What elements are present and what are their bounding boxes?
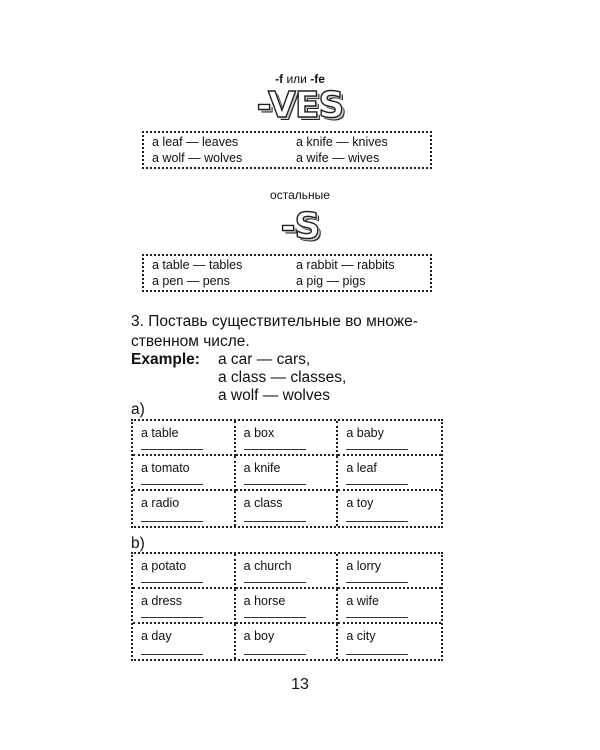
- rule-title-other: остальные: [270, 188, 330, 202]
- word-cell: [338, 456, 441, 491]
- word-cell: [133, 589, 236, 624]
- word-cell: [133, 554, 236, 589]
- answer-blank[interactable]: [141, 582, 203, 583]
- example-line: a wolf — wolves: [218, 387, 330, 404]
- answer-blank[interactable]: [244, 449, 306, 450]
- word: a radio: [141, 496, 180, 510]
- rule-box-ves: [142, 131, 432, 169]
- answer-blank[interactable]: [346, 617, 408, 618]
- word: a tomato: [141, 461, 190, 475]
- word-cell: [133, 421, 236, 456]
- answer-blank[interactable]: [141, 521, 203, 522]
- word-cell: [236, 421, 339, 456]
- word: a potato: [141, 559, 187, 573]
- answer-blank[interactable]: [346, 449, 408, 450]
- suffix-ves: -VES: [256, 85, 344, 126]
- example-line: a class — classes,: [218, 369, 347, 386]
- answer-blank[interactable]: [346, 654, 408, 655]
- answer-blank[interactable]: [141, 654, 203, 655]
- answer-blank[interactable]: [141, 484, 203, 485]
- word-cell: [236, 554, 339, 589]
- word-grid-a: [131, 419, 443, 528]
- word-cell: [133, 624, 236, 659]
- rule-box-row: [152, 274, 422, 291]
- task-instruction: 3. Поставь существительные во множе-ственном числе.: [131, 313, 418, 350]
- answer-blank[interactable]: [244, 582, 306, 583]
- word-cell: [338, 421, 441, 456]
- rule-example: a pig — pigs: [296, 274, 366, 288]
- answer-blank[interactable]: [346, 484, 408, 485]
- word: a lorry: [346, 559, 382, 573]
- word: a wife: [346, 594, 379, 608]
- word-cell: [236, 456, 339, 491]
- word: a knife: [243, 461, 281, 475]
- word-cell: [133, 456, 236, 491]
- example-line: a car — cars,: [218, 351, 311, 368]
- word-cell: [133, 491, 236, 526]
- rule-box-row: [152, 151, 422, 168]
- word-cell: [338, 554, 441, 589]
- answer-blank[interactable]: [141, 449, 203, 450]
- word: a dress: [141, 594, 182, 608]
- word-cell: [338, 624, 441, 659]
- word: a toy: [346, 496, 374, 510]
- rule-example: a table — tables: [152, 258, 243, 272]
- word: a box: [243, 426, 275, 440]
- answer-blank[interactable]: [346, 521, 408, 522]
- answer-blank[interactable]: [244, 654, 306, 655]
- rule-box-row: [152, 135, 422, 152]
- word-cell: [236, 589, 339, 624]
- answer-blank[interactable]: [346, 582, 408, 583]
- suffix-s: -S: [280, 206, 320, 247]
- answer-blank[interactable]: [141, 617, 203, 618]
- page-number: 13: [291, 676, 309, 693]
- rule-title-or: или: [283, 72, 311, 86]
- word: a class: [243, 496, 283, 510]
- rule-title-f-fe: [0, 72, 600, 86]
- word-cell: [338, 491, 441, 526]
- rule-example: a rabbit — rabbits: [296, 258, 395, 272]
- rule-example: a wolf — wolves: [152, 151, 243, 165]
- answer-blank[interactable]: [244, 521, 306, 522]
- word-grid-b: [131, 552, 443, 661]
- word: a table: [141, 426, 179, 440]
- section-a-label: a): [131, 401, 145, 418]
- rule-title-fe: -fe: [310, 72, 325, 86]
- word: a horse: [243, 594, 286, 608]
- rule-box-s: [142, 254, 432, 292]
- word: a day: [141, 629, 172, 643]
- word: a church: [243, 559, 292, 573]
- rule-title-f: -f: [275, 72, 284, 86]
- answer-blank[interactable]: [244, 484, 306, 485]
- answer-blank[interactable]: [244, 617, 306, 618]
- rule-box-row: [152, 258, 422, 275]
- rule-example: a pen — pens: [152, 274, 230, 288]
- rule-example: a knife — knives: [296, 135, 388, 149]
- section-b-label: b): [131, 535, 145, 552]
- word-cell: [338, 589, 441, 624]
- rule-example: a wife — wives: [296, 151, 380, 165]
- word: a leaf: [346, 461, 377, 475]
- word: a city: [346, 629, 376, 643]
- word-cell: [236, 491, 339, 526]
- word: a baby: [346, 426, 384, 440]
- example-label: Example:: [131, 351, 200, 368]
- rule-example: a leaf — leaves: [152, 135, 239, 149]
- word: a boy: [243, 629, 275, 643]
- word-cell: [236, 624, 339, 659]
